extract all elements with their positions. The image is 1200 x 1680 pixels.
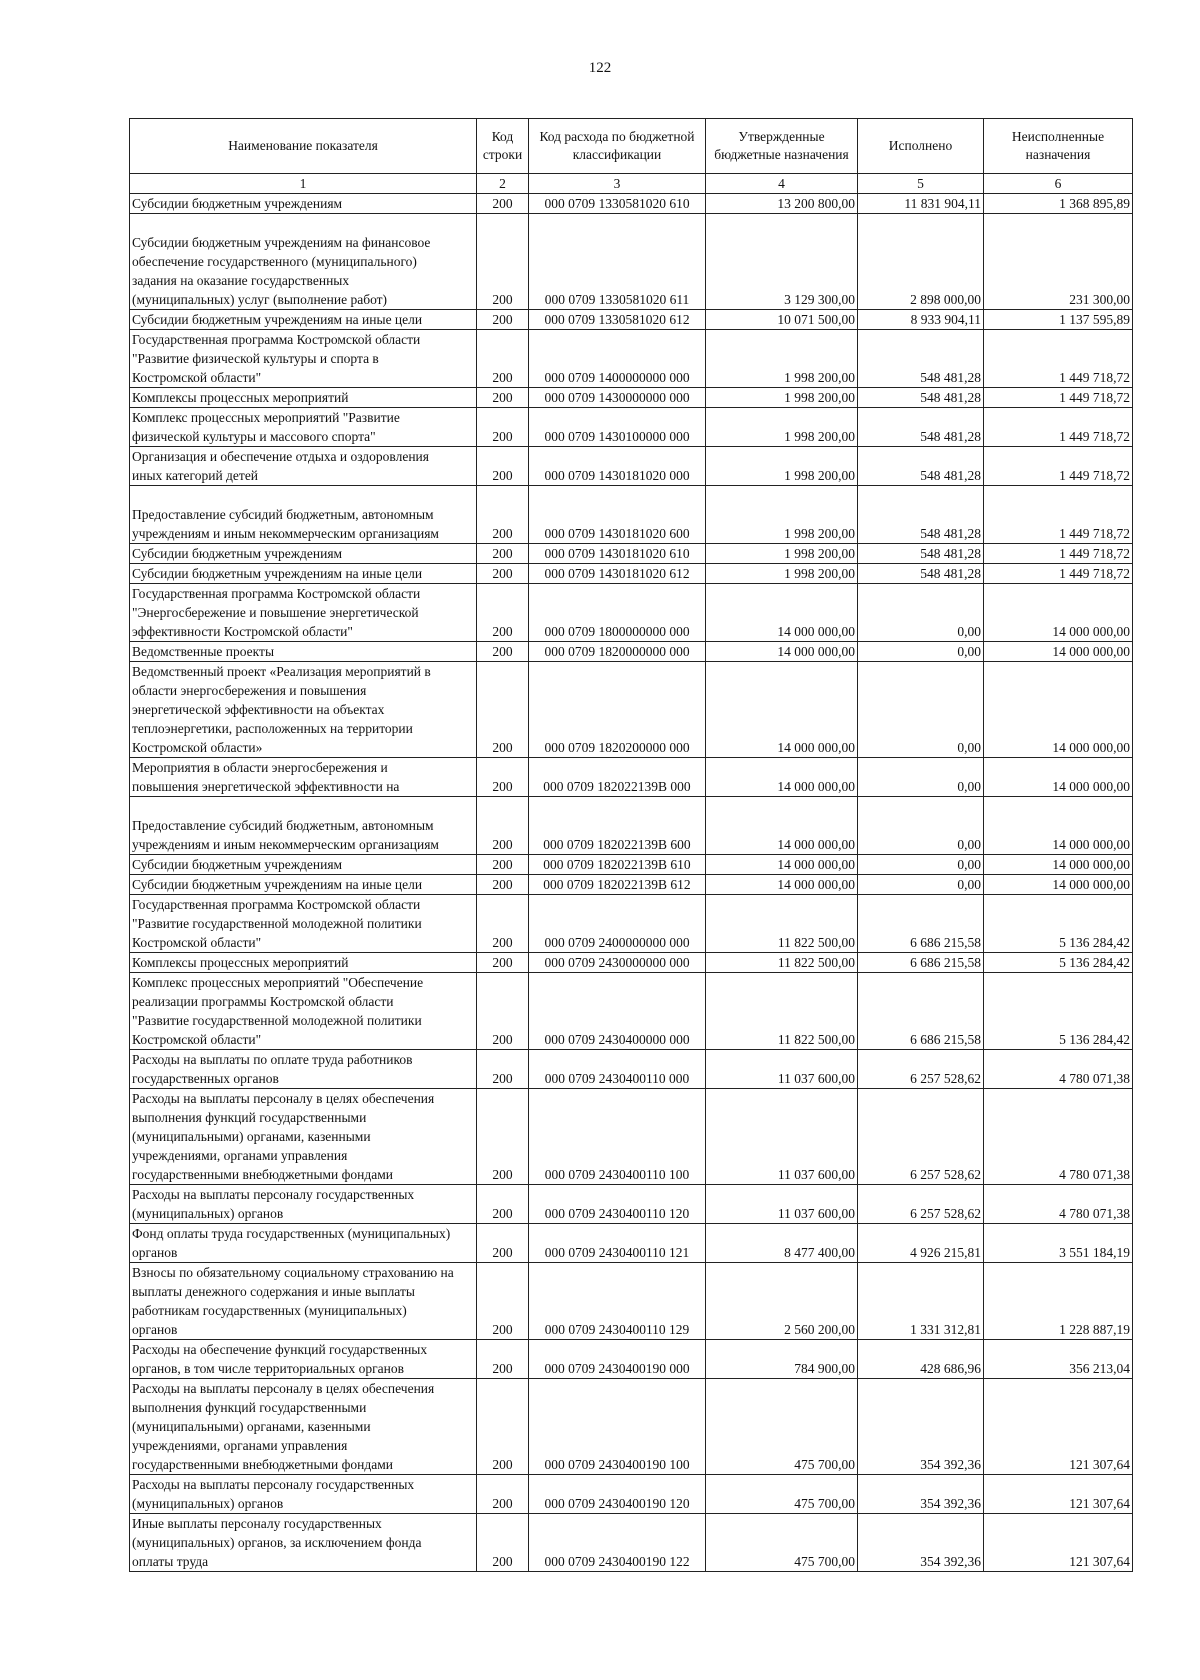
line-code-cell: 200 bbox=[477, 1340, 529, 1379]
unexecuted-amount-cell: 14 000 000,00 bbox=[984, 855, 1133, 875]
budget-code-cell: 000 0709 2430400190 000 bbox=[529, 1340, 706, 1379]
unexecuted-amount-cell: 121 307,64 bbox=[984, 1514, 1133, 1572]
indicator-name-line: Государственная программа Костромской области bbox=[132, 332, 421, 347]
indicator-name-line: выполнения функций государственными bbox=[132, 1110, 367, 1125]
table-row bbox=[130, 973, 1133, 1050]
indicator-name-line: Государственная программа Костромской области bbox=[132, 586, 421, 601]
line-code-cell: 200 bbox=[477, 1379, 529, 1475]
indicator-name-line: учреждениями, органами управления bbox=[132, 1438, 348, 1453]
table-row bbox=[130, 1340, 1133, 1379]
indicator-name-cell bbox=[130, 214, 477, 310]
indicator-name-cell bbox=[130, 875, 477, 895]
unexecuted-amount-cell: 1 137 595,89 bbox=[984, 310, 1133, 330]
table-row bbox=[130, 642, 1133, 662]
budget-code-cell: 000 0709 1430000000 000 bbox=[529, 388, 706, 408]
indicator-name-line: Расходы на выплаты по оплате труда работников bbox=[132, 1052, 413, 1067]
line-code-cell: 200 bbox=[477, 1185, 529, 1224]
indicator-name-line: выплаты денежного содержания и иные выплаты bbox=[132, 1284, 415, 1299]
indicator-name-line: государственными внебюджетными фондами bbox=[132, 1167, 394, 1182]
indicator-name-line: Субсидии бюджетным учреждениям bbox=[132, 857, 343, 872]
line-code-cell: 200 bbox=[477, 797, 529, 855]
unexecuted-amount-cell: 1 449 718,72 bbox=[984, 486, 1133, 544]
table-row bbox=[130, 584, 1133, 642]
unexecuted-amount-cell: 4 780 071,38 bbox=[984, 1185, 1133, 1224]
indicator-name-cell bbox=[130, 1514, 477, 1572]
unexecuted-amount-cell: 14 000 000,00 bbox=[984, 584, 1133, 642]
column-number: 2 bbox=[477, 174, 529, 194]
approved-amount-cell: 13 200 800,00 bbox=[706, 194, 858, 214]
budget-report-table bbox=[129, 118, 1133, 1572]
indicator-name-line: Организация и обеспечение отдыха и оздоровления bbox=[132, 449, 429, 464]
indicator-name-line: Комплексы процессных мероприятий bbox=[132, 390, 349, 405]
indicator-name-line: обеспечение государственного (муниципального) bbox=[132, 254, 417, 269]
unexecuted-amount-cell: 3 551 184,19 bbox=[984, 1224, 1133, 1263]
budget-code-cell: 000 0709 182022139B 612 bbox=[529, 875, 706, 895]
unexecuted-amount-cell: 1 228 887,19 bbox=[984, 1263, 1133, 1340]
table-row bbox=[130, 758, 1133, 797]
approved-amount-cell: 1 998 200,00 bbox=[706, 544, 858, 564]
budget-code-cell: 000 0709 2430400110 129 bbox=[529, 1263, 706, 1340]
budget-code-cell: 000 0709 1430181020 612 bbox=[529, 564, 706, 584]
indicator-name-line: Субсидии бюджетным учреждениям на финансовое bbox=[132, 235, 431, 250]
table-row bbox=[130, 797, 1133, 855]
approved-amount-cell: 11 822 500,00 bbox=[706, 973, 858, 1050]
executed-amount-cell: 548 481,28 bbox=[858, 564, 984, 584]
approved-amount-cell: 475 700,00 bbox=[706, 1514, 858, 1572]
approved-amount-cell: 11 037 600,00 bbox=[706, 1050, 858, 1089]
executed-amount-cell: 2 898 000,00 bbox=[858, 214, 984, 310]
indicator-name-line: работникам государственных (муниципальных) bbox=[132, 1303, 407, 1318]
line-code-cell: 200 bbox=[477, 973, 529, 1050]
executed-amount-cell: 354 392,36 bbox=[858, 1379, 984, 1475]
line-code-cell: 200 bbox=[477, 194, 529, 214]
indicator-name-cell bbox=[130, 1340, 477, 1379]
indicator-name-cell bbox=[130, 953, 477, 973]
indicator-name-line: (муниципальных) органов bbox=[132, 1206, 284, 1221]
executed-amount-cell: 354 392,36 bbox=[858, 1514, 984, 1572]
column-number: 4 bbox=[706, 174, 858, 194]
approved-amount-cell: 14 000 000,00 bbox=[706, 584, 858, 642]
indicator-name-line: Расходы на обеспечение функций государственных bbox=[132, 1342, 428, 1357]
indicator-name-cell bbox=[130, 544, 477, 564]
indicator-name-cell bbox=[130, 564, 477, 584]
approved-amount-cell: 1 998 200,00 bbox=[706, 447, 858, 486]
budget-code-cell: 000 0709 1330581020 612 bbox=[529, 310, 706, 330]
unexecuted-amount-cell: 1 449 718,72 bbox=[984, 330, 1133, 388]
column-number: 3 bbox=[529, 174, 706, 194]
budget-code-cell: 000 0709 2400000000 000 bbox=[529, 895, 706, 953]
column-number: 6 bbox=[984, 174, 1133, 194]
indicator-name-line: (муниципальными) органами, казенными bbox=[132, 1129, 371, 1144]
line-code-cell: 200 bbox=[477, 486, 529, 544]
budget-code-cell: 000 0709 1430181020 610 bbox=[529, 544, 706, 564]
table-row bbox=[130, 388, 1133, 408]
budget-code-cell: 000 0709 182022139B 610 bbox=[529, 855, 706, 875]
indicator-name-line: задания на оказание государственных bbox=[132, 273, 350, 288]
indicator-name-line: Предоставление субсидий бюджетным, автономным bbox=[132, 818, 434, 833]
budget-code-cell: 000 0709 1820000000 000 bbox=[529, 642, 706, 662]
budget-code-cell: 000 0709 2430400110 000 bbox=[529, 1050, 706, 1089]
line-code-cell: 200 bbox=[477, 564, 529, 584]
table-row bbox=[130, 662, 1133, 758]
indicator-name-line: учреждениям и иным некоммерческим организациям bbox=[132, 526, 439, 541]
indicator-name-line: Фонд оплаты труда государственных (муниципальных) bbox=[132, 1226, 451, 1241]
executed-amount-cell: 11 831 904,11 bbox=[858, 194, 984, 214]
indicator-name-line: иных категорий детей bbox=[132, 468, 259, 483]
line-code-cell: 200 bbox=[477, 584, 529, 642]
header-indicator-name: Наименование показателя bbox=[130, 119, 477, 174]
approved-amount-cell: 14 000 000,00 bbox=[706, 758, 858, 797]
indicator-name-cell bbox=[130, 642, 477, 662]
indicator-name-line: Костромской области» bbox=[132, 740, 263, 755]
unexecuted-amount-cell: 1 449 718,72 bbox=[984, 388, 1133, 408]
unexecuted-amount-cell: 4 780 071,38 bbox=[984, 1050, 1133, 1089]
unexecuted-amount-cell: 1 449 718,72 bbox=[984, 447, 1133, 486]
budget-code-cell: 000 0709 2430400110 100 bbox=[529, 1089, 706, 1185]
executed-amount-cell: 6 686 215,58 bbox=[858, 895, 984, 953]
executed-amount-cell: 6 686 215,58 bbox=[858, 973, 984, 1050]
approved-amount-cell: 14 000 000,00 bbox=[706, 662, 858, 758]
budget-code-cell: 000 0709 2430400190 100 bbox=[529, 1379, 706, 1475]
approved-amount-cell: 1 998 200,00 bbox=[706, 486, 858, 544]
executed-amount-cell: 548 481,28 bbox=[858, 486, 984, 544]
indicator-name-cell bbox=[130, 1379, 477, 1475]
indicator-name-line: повышения энергетической эффективности на bbox=[132, 779, 400, 794]
executed-amount-cell: 0,00 bbox=[858, 797, 984, 855]
unexecuted-amount-cell: 14 000 000,00 bbox=[984, 875, 1133, 895]
table-body bbox=[130, 194, 1133, 1572]
table-row bbox=[130, 855, 1133, 875]
unexecuted-amount-cell: 5 136 284,42 bbox=[984, 973, 1133, 1050]
table-row bbox=[130, 1050, 1133, 1089]
indicator-name-cell bbox=[130, 584, 477, 642]
budget-code-cell: 000 0709 2430400190 120 bbox=[529, 1475, 706, 1514]
indicator-name-line: Субсидии бюджетным учреждениям bbox=[132, 546, 343, 561]
indicator-name-line: области энергосбережения и повышения bbox=[132, 683, 367, 698]
column-number-row bbox=[130, 174, 1133, 194]
indicator-name-line: органов, в том числе территориальных органов bbox=[132, 1361, 404, 1376]
unexecuted-amount-cell: 231 300,00 bbox=[984, 214, 1133, 310]
indicator-name-line: Ведомственные проекты bbox=[132, 644, 275, 659]
table-row bbox=[130, 1475, 1133, 1514]
indicator-name-line bbox=[132, 214, 474, 233]
approved-amount-cell: 1 998 200,00 bbox=[706, 388, 858, 408]
indicator-name-line: (муниципальными) органами, казенными bbox=[132, 1419, 371, 1434]
line-code-cell: 200 bbox=[477, 662, 529, 758]
header-approved: Утвержденные бюджетные назначения bbox=[706, 119, 858, 174]
indicator-name-cell bbox=[130, 1475, 477, 1514]
indicator-name-line: Комплекс процессных мероприятий "Обеспечение bbox=[132, 975, 424, 990]
unexecuted-amount-cell: 1 368 895,89 bbox=[984, 194, 1133, 214]
indicator-name-line: Мероприятия в области энергосбережения и bbox=[132, 760, 388, 775]
indicator-name-line: Костромской области" bbox=[132, 935, 262, 950]
executed-amount-cell: 0,00 bbox=[858, 875, 984, 895]
indicator-name-cell bbox=[130, 662, 477, 758]
executed-amount-cell: 428 686,96 bbox=[858, 1340, 984, 1379]
executed-amount-cell: 8 933 904,11 bbox=[858, 310, 984, 330]
indicator-name-line: энергетической эффективности на объектах bbox=[132, 702, 385, 717]
indicator-name-cell bbox=[130, 855, 477, 875]
executed-amount-cell: 548 481,28 bbox=[858, 408, 984, 447]
approved-amount-cell: 10 071 500,00 bbox=[706, 310, 858, 330]
table-row bbox=[130, 408, 1133, 447]
executed-amount-cell: 548 481,28 bbox=[858, 447, 984, 486]
budget-code-cell: 000 0709 1400000000 000 bbox=[529, 330, 706, 388]
indicator-name-cell bbox=[130, 408, 477, 447]
indicator-name-line: Комплексы процессных мероприятий bbox=[132, 955, 349, 970]
header-row bbox=[130, 119, 1133, 174]
unexecuted-amount-cell: 4 780 071,38 bbox=[984, 1089, 1133, 1185]
indicator-name-line: государственными внебюджетными фондами bbox=[132, 1457, 394, 1472]
line-code-cell: 200 bbox=[477, 544, 529, 564]
unexecuted-amount-cell: 5 136 284,42 bbox=[984, 895, 1133, 953]
indicator-name-line: органов bbox=[132, 1322, 178, 1337]
table-row bbox=[130, 194, 1133, 214]
indicator-name-line: Расходы на выплаты персоналу государственных bbox=[132, 1477, 415, 1492]
budget-code-cell: 000 0709 2430400000 000 bbox=[529, 973, 706, 1050]
approved-amount-cell: 14 000 000,00 bbox=[706, 797, 858, 855]
header-executed: Исполнено bbox=[858, 119, 984, 174]
indicator-name-line: реализации программы Костромской области bbox=[132, 994, 394, 1009]
unexecuted-amount-cell: 1 449 718,72 bbox=[984, 544, 1133, 564]
executed-amount-cell: 548 481,28 bbox=[858, 388, 984, 408]
budget-code-cell: 000 0709 1430181020 000 bbox=[529, 447, 706, 486]
budget-code-cell: 000 0709 1430100000 000 bbox=[529, 408, 706, 447]
indicator-name-cell bbox=[130, 1050, 477, 1089]
indicator-name-line: Расходы на выплаты персоналу в целях обеспечения bbox=[132, 1381, 435, 1396]
column-number: 1 bbox=[130, 174, 477, 194]
executed-amount-cell: 0,00 bbox=[858, 855, 984, 875]
indicator-name-line bbox=[132, 797, 474, 816]
budget-code-cell: 000 0709 2430400110 121 bbox=[529, 1224, 706, 1263]
indicator-name-cell bbox=[130, 194, 477, 214]
table-row bbox=[130, 214, 1133, 310]
line-code-cell: 200 bbox=[477, 875, 529, 895]
table-row bbox=[130, 486, 1133, 544]
approved-amount-cell: 14 000 000,00 bbox=[706, 855, 858, 875]
line-code-cell: 200 bbox=[477, 330, 529, 388]
executed-amount-cell: 6 257 528,62 bbox=[858, 1185, 984, 1224]
indicator-name-line: Субсидии бюджетным учреждениям на иные цели bbox=[132, 877, 423, 892]
indicator-name-line: учреждениями, органами управления bbox=[132, 1148, 348, 1163]
line-code-cell: 200 bbox=[477, 1475, 529, 1514]
approved-amount-cell: 2 560 200,00 bbox=[706, 1263, 858, 1340]
indicator-name-line: Субсидии бюджетным учреждениям на иные цели bbox=[132, 312, 423, 327]
table-row bbox=[130, 544, 1133, 564]
table-row bbox=[130, 310, 1133, 330]
line-code-cell: 200 bbox=[477, 758, 529, 797]
indicator-name-line: Субсидии бюджетным учреждениям bbox=[132, 196, 343, 211]
budget-code-cell: 000 0709 1330581020 610 bbox=[529, 194, 706, 214]
unexecuted-amount-cell: 121 307,64 bbox=[984, 1379, 1133, 1475]
unexecuted-amount-cell: 14 000 000,00 bbox=[984, 662, 1133, 758]
indicator-name-cell bbox=[130, 447, 477, 486]
indicator-name-cell bbox=[130, 758, 477, 797]
line-code-cell: 200 bbox=[477, 642, 529, 662]
budget-code-cell: 000 0709 1430181020 600 bbox=[529, 486, 706, 544]
approved-amount-cell: 11 822 500,00 bbox=[706, 953, 858, 973]
indicator-name-cell bbox=[130, 1263, 477, 1340]
budget-code-cell: 000 0709 1820200000 000 bbox=[529, 662, 706, 758]
indicator-name-line: (муниципальных) органов, за исключением фонда bbox=[132, 1535, 422, 1550]
indicator-name-cell bbox=[130, 310, 477, 330]
unexecuted-amount-cell: 14 000 000,00 bbox=[984, 797, 1133, 855]
indicator-name-line: оплаты труда bbox=[132, 1554, 209, 1569]
executed-amount-cell: 4 926 215,81 bbox=[858, 1224, 984, 1263]
table-row bbox=[130, 953, 1133, 973]
table-row bbox=[130, 1514, 1133, 1572]
indicator-name-line: Расходы на выплаты персоналу в целях обеспечения bbox=[132, 1091, 435, 1106]
budget-code-cell: 000 0709 2430400190 122 bbox=[529, 1514, 706, 1572]
line-code-cell: 200 bbox=[477, 310, 529, 330]
indicator-name-line: Государственная программа Костромской области bbox=[132, 897, 421, 912]
indicator-name-cell bbox=[130, 1185, 477, 1224]
header-line-code: Код строки bbox=[477, 119, 529, 174]
indicator-name-line: выполнения функций государственными bbox=[132, 1400, 367, 1415]
executed-amount-cell: 354 392,36 bbox=[858, 1475, 984, 1514]
executed-amount-cell: 548 481,28 bbox=[858, 544, 984, 564]
indicator-name-cell bbox=[130, 1089, 477, 1185]
indicator-name-cell bbox=[130, 330, 477, 388]
executed-amount-cell: 6 257 528,62 bbox=[858, 1089, 984, 1185]
unexecuted-amount-cell: 14 000 000,00 bbox=[984, 642, 1133, 662]
indicator-name-line: Взносы по обязательному социальному страхованию на bbox=[132, 1265, 454, 1280]
budget-code-cell: 000 0709 1800000000 000 bbox=[529, 584, 706, 642]
indicator-name-line: "Развитие государственной молодежной политики bbox=[132, 1013, 422, 1028]
executed-amount-cell: 6 686 215,58 bbox=[858, 953, 984, 973]
indicator-name-line: Ведомственный проект «Реализация мероприятий в bbox=[132, 664, 431, 679]
indicator-name-line: Иные выплаты персоналу государственных bbox=[132, 1516, 382, 1531]
table-row bbox=[130, 1379, 1133, 1475]
indicator-name-line: Субсидии бюджетным учреждениям на иные цели bbox=[132, 566, 423, 581]
approved-amount-cell: 1 998 200,00 bbox=[706, 408, 858, 447]
approved-amount-cell: 3 129 300,00 bbox=[706, 214, 858, 310]
indicator-name-line: государственных органов bbox=[132, 1071, 279, 1086]
budget-code-cell: 000 0709 2430000000 000 bbox=[529, 953, 706, 973]
approved-amount-cell: 14 000 000,00 bbox=[706, 642, 858, 662]
line-code-cell: 200 bbox=[477, 388, 529, 408]
executed-amount-cell: 1 331 312,81 bbox=[858, 1263, 984, 1340]
indicator-name-line: Расходы на выплаты персоналу государственных bbox=[132, 1187, 415, 1202]
indicator-name-cell bbox=[130, 895, 477, 953]
indicator-name-cell bbox=[130, 1224, 477, 1263]
table-row bbox=[130, 1263, 1133, 1340]
line-code-cell: 200 bbox=[477, 447, 529, 486]
line-code-cell: 200 bbox=[477, 1089, 529, 1185]
budget-code-cell: 000 0709 182022139B 000 bbox=[529, 758, 706, 797]
table-row bbox=[130, 1089, 1133, 1185]
column-number: 5 bbox=[858, 174, 984, 194]
line-code-cell: 200 bbox=[477, 953, 529, 973]
indicator-name-line: Костромской области" bbox=[132, 1032, 262, 1047]
indicator-name-line: "Энергосбережение и повышение энергетической bbox=[132, 605, 419, 620]
indicator-name-line bbox=[132, 486, 474, 505]
approved-amount-cell: 11 822 500,00 bbox=[706, 895, 858, 953]
header-budget-code: Код расхода по бюджетной классификации bbox=[529, 119, 706, 174]
indicator-name-line: теплоэнергетики, расположенных на территории bbox=[132, 721, 413, 736]
table-row bbox=[130, 1185, 1133, 1224]
approved-amount-cell: 1 998 200,00 bbox=[706, 564, 858, 584]
indicator-name-line: физической культуры и массового спорта" bbox=[132, 429, 376, 444]
approved-amount-cell: 1 998 200,00 bbox=[706, 330, 858, 388]
approved-amount-cell: 475 700,00 bbox=[706, 1379, 858, 1475]
executed-amount-cell: 0,00 bbox=[858, 642, 984, 662]
table-row bbox=[130, 330, 1133, 388]
executed-amount-cell: 6 257 528,62 bbox=[858, 1050, 984, 1089]
indicator-name-line: эффективности Костромской области" bbox=[132, 624, 353, 639]
table-row bbox=[130, 1224, 1133, 1263]
indicator-name-cell bbox=[130, 486, 477, 544]
executed-amount-cell: 0,00 bbox=[858, 584, 984, 642]
unexecuted-amount-cell: 1 449 718,72 bbox=[984, 408, 1133, 447]
line-code-cell: 200 bbox=[477, 895, 529, 953]
unexecuted-amount-cell: 356 213,04 bbox=[984, 1340, 1133, 1379]
executed-amount-cell: 548 481,28 bbox=[858, 330, 984, 388]
executed-amount-cell: 0,00 bbox=[858, 662, 984, 758]
line-code-cell: 200 bbox=[477, 1263, 529, 1340]
unexecuted-amount-cell: 121 307,64 bbox=[984, 1475, 1133, 1514]
page-number: 122 bbox=[588, 60, 612, 76]
table-row bbox=[130, 447, 1133, 486]
line-code-cell: 200 bbox=[477, 1224, 529, 1263]
indicator-name-line: Комплекс процессных мероприятий "Развитие bbox=[132, 410, 400, 425]
approved-amount-cell: 11 037 600,00 bbox=[706, 1185, 858, 1224]
table-row bbox=[130, 875, 1133, 895]
executed-amount-cell: 0,00 bbox=[858, 758, 984, 797]
indicator-name-cell bbox=[130, 797, 477, 855]
indicator-name-line: (муниципальных) органов bbox=[132, 1496, 284, 1511]
header-unexecuted: Неисполненные назначения bbox=[984, 119, 1133, 174]
budget-code-cell: 000 0709 1330581020 611 bbox=[529, 214, 706, 310]
indicator-name-cell bbox=[130, 388, 477, 408]
indicator-name-cell bbox=[130, 973, 477, 1050]
indicator-name-line: органов bbox=[132, 1245, 178, 1260]
approved-amount-cell: 784 900,00 bbox=[706, 1340, 858, 1379]
approved-amount-cell: 11 037 600,00 bbox=[706, 1089, 858, 1185]
line-code-cell: 200 bbox=[477, 1050, 529, 1089]
unexecuted-amount-cell: 5 136 284,42 bbox=[984, 953, 1133, 973]
unexecuted-amount-cell: 1 449 718,72 bbox=[984, 564, 1133, 584]
line-code-cell: 200 bbox=[477, 408, 529, 447]
line-code-cell: 200 bbox=[477, 855, 529, 875]
approved-amount-cell: 8 477 400,00 bbox=[706, 1224, 858, 1263]
indicator-name-line: учреждениям и иным некоммерческим организациям bbox=[132, 837, 439, 852]
table-row bbox=[130, 895, 1133, 953]
budget-code-cell: 000 0709 2430400110 120 bbox=[529, 1185, 706, 1224]
indicator-name-line: "Развитие физической культуры и спорта в bbox=[132, 351, 379, 366]
indicator-name-line: Костромской области" bbox=[132, 370, 262, 385]
table-row bbox=[130, 564, 1133, 584]
line-code-cell: 200 bbox=[477, 214, 529, 310]
approved-amount-cell: 14 000 000,00 bbox=[706, 875, 858, 895]
unexecuted-amount-cell: 14 000 000,00 bbox=[984, 758, 1133, 797]
budget-code-cell: 000 0709 182022139B 600 bbox=[529, 797, 706, 855]
indicator-name-line: Предоставление субсидий бюджетным, автономным bbox=[132, 507, 434, 522]
indicator-name-line: (муниципальных) услуг (выполнение работ) bbox=[132, 292, 388, 307]
indicator-name-line: "Развитие государственной молодежной политики bbox=[132, 916, 422, 931]
approved-amount-cell: 475 700,00 bbox=[706, 1475, 858, 1514]
line-code-cell: 200 bbox=[477, 1514, 529, 1572]
